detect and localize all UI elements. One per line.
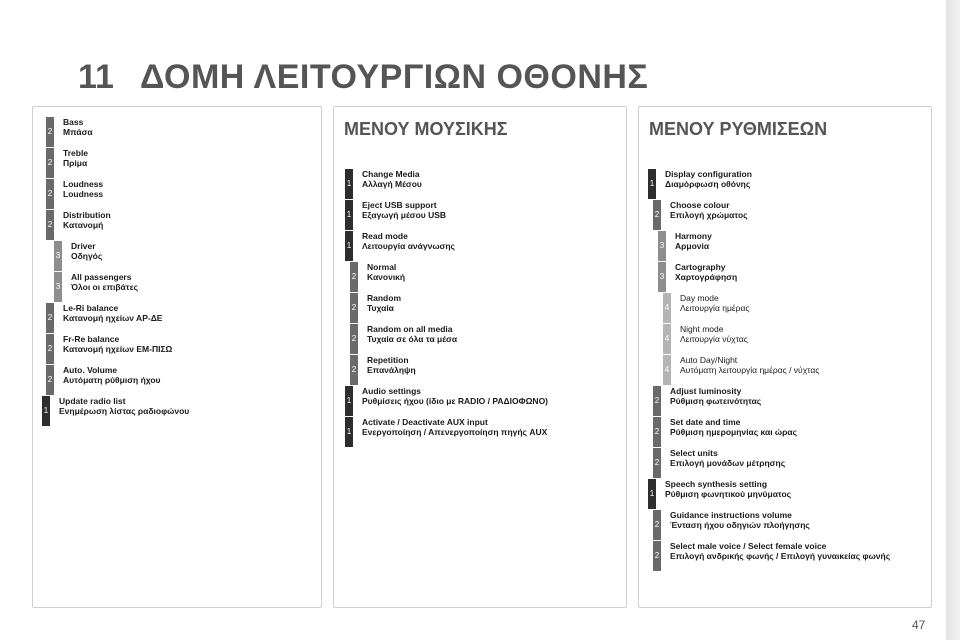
item-label-gr: Λειτουργία ανάγνωσης bbox=[362, 241, 455, 251]
item-label-en: Night mode bbox=[680, 324, 724, 334]
level-tag: 3 bbox=[658, 231, 666, 261]
item-label-en: Eject USB support bbox=[362, 200, 437, 210]
item-label-en: Read mode bbox=[362, 231, 408, 241]
item-label-gr: Κανονική bbox=[367, 272, 406, 282]
level-tag: 2 bbox=[350, 355, 358, 385]
item-label-gr: Κατανομή bbox=[63, 220, 104, 230]
item-label-gr: Εξαγωγή μέσου USB bbox=[362, 210, 447, 220]
item-label-en: Random on all media bbox=[367, 324, 453, 334]
level-tag: 2 bbox=[653, 417, 661, 447]
level-tag: 2 bbox=[653, 200, 661, 230]
item-label-en: Choose colour bbox=[670, 200, 730, 210]
level-tag: 2 bbox=[350, 262, 358, 292]
item-label-en: Auto. Volume bbox=[63, 365, 118, 375]
item-label-en: Bass bbox=[63, 117, 84, 127]
item-label-gr: Ρύθμιση φωνητικού μηνύματος bbox=[665, 489, 792, 499]
level-tag: 4 bbox=[663, 355, 671, 385]
item-label-gr: Ένταση ήχου οδηγιών πλοήγησης bbox=[670, 520, 810, 530]
item-label-gr: Τυχαία σε όλα τα μέσα bbox=[367, 334, 458, 344]
level-tag: 3 bbox=[54, 241, 62, 271]
level-tag: 3 bbox=[658, 262, 666, 292]
level-tag: 2 bbox=[46, 148, 54, 178]
item-label-en: Auto Day/Night bbox=[680, 355, 738, 365]
item-label-gr: Ρύθμιση φωτεινότητας bbox=[670, 396, 762, 406]
item-label-en: Select male voice / Select female voice bbox=[670, 541, 827, 551]
item-label-en: Display configuration bbox=[665, 169, 752, 179]
item-label-en: Update radio list bbox=[59, 396, 126, 406]
item-label-gr: Επιλογή μονάδων μέτρησης bbox=[670, 458, 786, 468]
item-label-gr: Ενεργοποίηση / Απενεργοποίηση πηγής AUX bbox=[362, 427, 548, 437]
level-tag: 1 bbox=[648, 169, 656, 199]
page-edge-bar bbox=[946, 0, 960, 640]
item-label-en: Select units bbox=[670, 448, 718, 458]
settings-menu-panel bbox=[638, 106, 932, 608]
level-tag: 2 bbox=[46, 210, 54, 240]
settings-menu-heading: ΜΕΝΟΥ ΡΥΘΜΙΣΕΩΝ bbox=[649, 119, 828, 139]
level-tag: 1 bbox=[648, 479, 656, 509]
item-label-en: All passengers bbox=[71, 272, 132, 282]
item-label-en: Adjust luminosity bbox=[670, 386, 742, 396]
level-tag: 2 bbox=[46, 179, 54, 209]
item-label-gr: Λειτουργία ημέρας bbox=[680, 303, 750, 313]
level-tag: 2 bbox=[46, 117, 54, 147]
level-tag: 2 bbox=[350, 293, 358, 323]
item-label-gr: Όλοι οι επιβάτες bbox=[71, 282, 139, 292]
item-label-gr: Κατανομή ηχείων ΑΡ-ΔΕ bbox=[63, 313, 163, 323]
audio-settings-panel bbox=[32, 106, 322, 608]
item-label-gr: Αυτόματη ρύθμιση ήχου bbox=[63, 375, 161, 385]
level-tag: 1 bbox=[42, 396, 50, 426]
level-tag: 1 bbox=[345, 231, 353, 261]
item-label-gr: Τυχαία bbox=[367, 303, 394, 313]
level-tag: 1 bbox=[345, 417, 353, 447]
level-tag: 2 bbox=[46, 365, 54, 395]
item-label-gr: Επιλογή χρώματος bbox=[670, 210, 748, 220]
item-label-gr: Λειτουργία νύχτας bbox=[680, 334, 748, 344]
level-tag: 2 bbox=[653, 386, 661, 416]
music-menu-heading: ΜΕΝΟΥ ΜΟΥΣΙΚΗΣ bbox=[344, 119, 508, 139]
level-tag: 3 bbox=[54, 272, 62, 302]
item-label-en: Change Media bbox=[362, 169, 420, 179]
item-label-gr: Αυτόματη λειτουργία ημέρας / νύχτας bbox=[680, 365, 820, 375]
item-label-en: Normal bbox=[367, 262, 397, 272]
item-label-en: Harmony bbox=[675, 231, 712, 241]
level-tag: 2 bbox=[46, 334, 54, 364]
item-label-en: Speech synthesis setting bbox=[665, 479, 768, 489]
item-label-en: Activate / Deactivate AUX input bbox=[362, 417, 488, 427]
item-label-gr: Επιλογή ανδρικής φωνής / Επιλογή γυναικείας φωνής bbox=[670, 551, 891, 561]
level-tag: 1 bbox=[345, 386, 353, 416]
item-label-gr: Μπάσα bbox=[63, 127, 93, 137]
item-label-gr: Αρμονία bbox=[675, 241, 710, 251]
page-number: 47 bbox=[912, 618, 926, 632]
item-label-gr: Κατανομή ηχείων ΕΜ-ΠΙΣΩ bbox=[63, 344, 173, 354]
level-tag: 4 bbox=[663, 293, 671, 323]
item-label-gr: Ρύθμιση ημερομηνίας και ώρας bbox=[670, 427, 797, 437]
item-label-gr: Διαμόρφωση οθόνης bbox=[665, 179, 751, 189]
level-tag: 4 bbox=[663, 324, 671, 354]
item-label-en: Set date and time bbox=[670, 417, 741, 427]
item-label-en: Day mode bbox=[680, 293, 719, 303]
item-label-gr: Πρίμα bbox=[63, 158, 88, 168]
level-tag: 2 bbox=[350, 324, 358, 354]
item-label-gr: Χαρτογράφηση bbox=[675, 272, 738, 282]
item-label-en: Cartography bbox=[675, 262, 726, 272]
item-label-gr: Ενημέρωση λίστας ραδιοφώνου bbox=[59, 406, 190, 416]
item-label-en: Random bbox=[367, 293, 401, 303]
item-label-en: Repetition bbox=[367, 355, 409, 365]
item-label-en: Distribution bbox=[63, 210, 111, 220]
item-label-en: Fr-Re balance bbox=[63, 334, 120, 344]
page-title: ΔΟΜΗ ΛΕΙΤΟΥΡΓΙΩΝ ΟΘΟΝΗΣ bbox=[140, 58, 649, 96]
item-label-gr: Επανάληψη bbox=[367, 365, 416, 375]
music-menu-panel bbox=[333, 106, 627, 608]
item-label-gr: Loudness bbox=[63, 189, 104, 199]
chapter-number: 11 bbox=[78, 58, 114, 96]
level-tag: 1 bbox=[345, 200, 353, 230]
item-label-en: Le-Ri balance bbox=[63, 303, 119, 313]
item-label-en: Treble bbox=[63, 148, 89, 158]
level-tag: 2 bbox=[653, 448, 661, 478]
item-label-en: Audio settings bbox=[362, 386, 422, 396]
level-tag: 1 bbox=[345, 169, 353, 199]
item-label-gr: Οδηγός bbox=[71, 251, 103, 261]
item-label-gr: Ρυθμίσεις ήχου (ίδιο με RADIO / ΡΑΔΙΟΦΩΝΟ) bbox=[362, 396, 549, 406]
level-tag: 2 bbox=[46, 303, 54, 333]
item-label-gr: Αλλαγή Μέσου bbox=[362, 179, 422, 189]
level-tag: 2 bbox=[653, 541, 661, 571]
item-label-en: Driver bbox=[71, 241, 96, 251]
item-label-en: Loudness bbox=[63, 179, 104, 189]
item-label-en: Guidance instructions volume bbox=[670, 510, 792, 520]
level-tag: 2 bbox=[653, 510, 661, 540]
